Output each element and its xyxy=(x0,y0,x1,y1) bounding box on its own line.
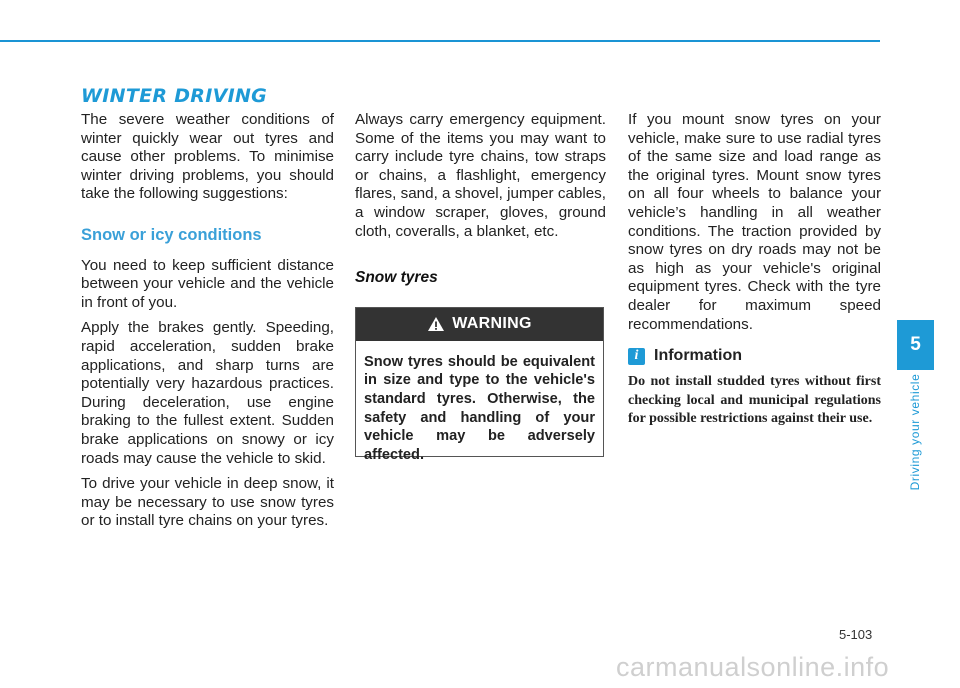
intro-paragraph: The severe weather conditions of winter quickly wear out tyres and cause other problems. To minimise winter driving problems, you should take the following suggestions: xyxy=(81,111,334,203)
warning-header xyxy=(356,308,603,341)
page-number: 5-103 xyxy=(839,627,873,642)
info-icon: i xyxy=(628,348,645,365)
chapter-title: Driving your vehicle xyxy=(908,373,922,491)
warning-text: Snow tyres should be equivalent in size and type to the vehicle's standard tyres. Otherwise, the safety and handling of your vehicle may be adversely affected. xyxy=(364,353,595,463)
chapter-tab: 5 xyxy=(897,320,934,370)
information-header xyxy=(628,347,881,366)
top-rule xyxy=(0,40,880,42)
warning-box xyxy=(355,307,604,463)
deep-snow-paragraph: To drive your vehicle in deep snow, it may be necessary to use snow tyres or to install tyre chains on your tyres. xyxy=(81,475,334,530)
information-text: Do not install studded tyres without first checking local and municipal regulations for possible restrictions against their use. xyxy=(628,373,881,427)
column-right xyxy=(628,111,881,436)
warning-triangle-icon xyxy=(427,316,445,332)
information-title: Information xyxy=(654,347,742,365)
warning-label: WARNING xyxy=(452,314,532,332)
column-left xyxy=(81,111,334,538)
emergency-equipment-paragraph: Always carry emergency equipment. Some of the items you may want to carry include tyre chains, tow straps or chains, a flashlight, emergency flares, sand, a shovel, jumper cables, a window scraper, gloves, ground cloth, coveralls, a blanket, etc. xyxy=(355,111,606,240)
watermark: carmanualsonline.info xyxy=(616,652,890,682)
snow-tyres-heading: Snow tyres xyxy=(355,269,438,287)
snow-tyres-paragraph: If you mount snow tyres on your vehicle, make sure to use radial tyres of the same size and load range as the original tyres. Mount snow tyres on all four wheels to balance your vehicle’s handling in all weather conditions. The traction provided by snow tyres on dry roads may not be as high as your vehicle's original equipment tyres. Check with the tyre dealer for maximum speed recommendations. xyxy=(628,111,881,333)
distance-paragraph: You need to keep sufficient distance between your vehicle and the vehicle in front of you. xyxy=(81,256,334,311)
section-title: WINTER DRIVING xyxy=(81,85,268,107)
snow-icy-heading: Snow or icy conditions xyxy=(81,225,262,244)
brakes-paragraph: Apply the brakes gently. Speeding, rapid acceleration, sudden brake applications, and sharp turns are potentially very hazardous practices. During deceleration, use engine braking to the fullest extent. Sudden brake applications on snowy or icy roads may cause the vehicle to skid. xyxy=(81,319,334,467)
column-middle xyxy=(355,111,606,463)
